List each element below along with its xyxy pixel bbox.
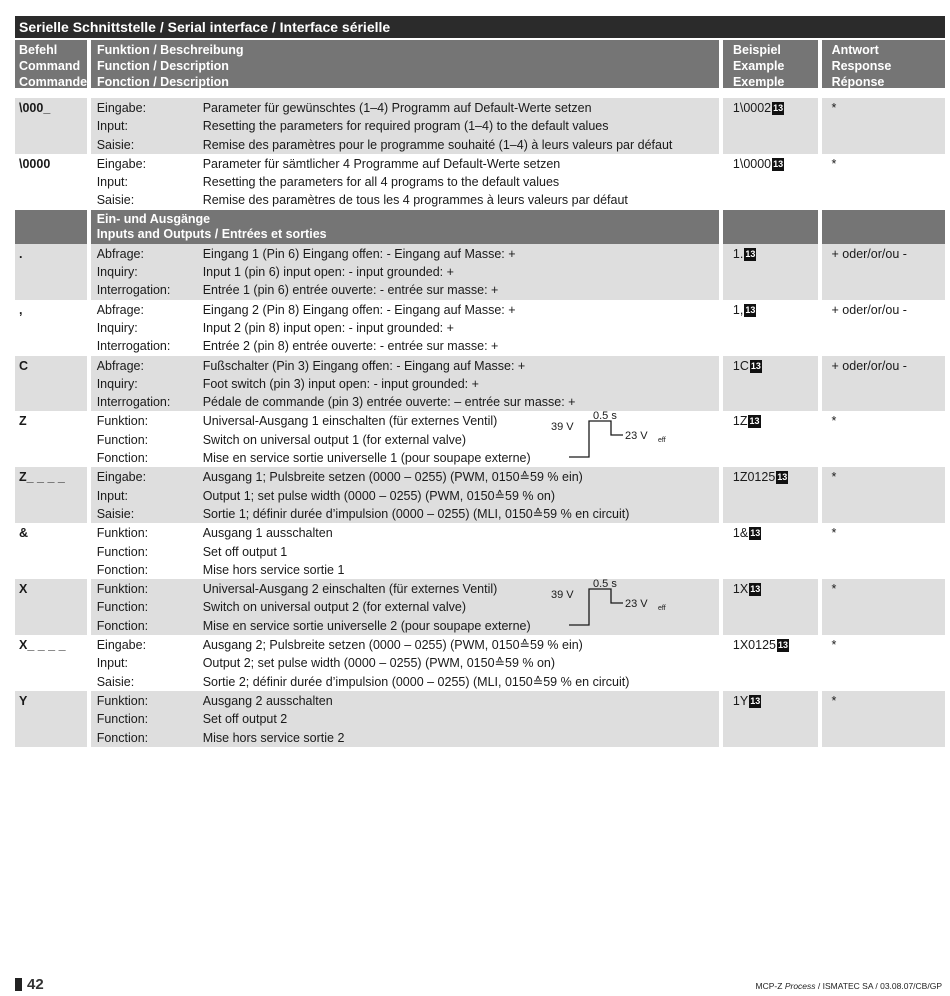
command-code: C bbox=[15, 356, 87, 412]
description-text: Mise en service sortie universelle 2 (pour soupape externe) bbox=[202, 618, 531, 633]
description-line bbox=[91, 561, 719, 579]
description-label: Fonction: bbox=[96, 451, 149, 466]
description-text: Ausgang 1 ausschalten bbox=[202, 526, 333, 541]
description-label: Inquiry: bbox=[96, 376, 138, 391]
description-text: Mise hors service sortie 2 bbox=[202, 730, 345, 745]
command-row bbox=[15, 154, 945, 210]
command-row bbox=[15, 411, 945, 467]
example-text: 1, bbox=[732, 302, 744, 317]
example-text: 1\0002 bbox=[732, 101, 772, 115]
description-label: Saisie: bbox=[96, 506, 135, 521]
description-text: Remise des paramètres de tous les 4 programmes à leurs valeurs par défaut bbox=[202, 193, 628, 208]
carriage-return-symbol: 13 bbox=[750, 528, 761, 539]
command-description bbox=[91, 635, 719, 691]
section-io-title-en-fr: Inputs and Outputs / Entrées et sorties bbox=[96, 226, 327, 241]
command-description bbox=[91, 411, 719, 467]
pulse-diagram bbox=[551, 579, 691, 635]
example-text: 1. bbox=[732, 246, 744, 261]
command-row bbox=[15, 635, 945, 691]
description-label: Saisie: bbox=[96, 137, 135, 152]
description-line bbox=[91, 673, 719, 691]
description-text: Eingang 1 (Pin 6) Eingang offen: - Eingang auf Masse: + bbox=[202, 246, 516, 261]
description-label: Input: bbox=[96, 119, 128, 134]
command-description bbox=[91, 467, 719, 523]
description-line bbox=[91, 191, 719, 209]
description-label: Abfrage: bbox=[96, 358, 144, 373]
description-line bbox=[91, 487, 719, 505]
description-line bbox=[91, 319, 719, 337]
carriage-return-symbol: 13 bbox=[773, 103, 784, 113]
description-text: Parameter für sämtlicher 4 Programme auf Default-Werte setzen bbox=[202, 156, 561, 171]
header-response-de: Antwort bbox=[831, 43, 879, 57]
description-label: Interrogation: bbox=[96, 395, 171, 410]
description-text: Input 2 (pin 8) input open: - input grounded: + bbox=[202, 320, 454, 335]
carriage-return-symbol: 13 bbox=[745, 304, 756, 315]
description-text: Sortie 1; définir durée d’impulsion (0000 – 0255) (MLI, 0150≙59 % en circuit) bbox=[202, 506, 630, 521]
section-io-commands bbox=[15, 244, 945, 747]
description-line bbox=[91, 524, 719, 542]
description-text: Parameter für gewünschtes (1–4) Programm auf Default-Werte setzen bbox=[202, 101, 592, 115]
example-text: 1& bbox=[732, 526, 749, 541]
command-description bbox=[91, 523, 719, 579]
command-example bbox=[723, 579, 818, 635]
description-line bbox=[91, 337, 719, 355]
description-line bbox=[91, 136, 719, 154]
description-text: Mise en service sortie universelle 1 (pour soupape externe) bbox=[202, 451, 531, 466]
header-example-de: Beispiel bbox=[732, 43, 781, 57]
pulse-diagram bbox=[551, 411, 691, 467]
pulse-voltage-label: 39 V bbox=[550, 421, 574, 434]
command-code: Z bbox=[19, 414, 27, 429]
example-text: 1Z bbox=[732, 414, 748, 429]
command-example bbox=[723, 691, 818, 747]
description-text: Ausgang 2 ausschalten bbox=[202, 693, 333, 708]
description-line bbox=[91, 468, 719, 486]
command-description bbox=[91, 579, 719, 635]
description-line bbox=[91, 245, 719, 263]
description-text: Input 1 (pin 6) input open: - input grounded: + bbox=[202, 265, 454, 280]
description-line bbox=[91, 692, 719, 710]
carriage-return-symbol: 13 bbox=[745, 248, 756, 259]
description-text: Pédale de commande (pin 3) entrée ouverte: – entrée sur masse: + bbox=[202, 395, 576, 410]
description-line bbox=[91, 505, 719, 523]
description-line bbox=[91, 263, 719, 281]
example-text: 1C bbox=[732, 358, 749, 373]
command-description bbox=[91, 691, 719, 747]
page-number-text: 42 bbox=[27, 976, 44, 993]
pulse-waveform bbox=[569, 421, 623, 457]
description-line bbox=[91, 301, 719, 319]
example-text: 1Z0125 bbox=[732, 470, 776, 485]
description-line bbox=[91, 99, 719, 117]
carriage-return-symbol: 13 bbox=[750, 584, 761, 595]
command-response: * bbox=[822, 691, 946, 747]
pulse-waveform bbox=[569, 589, 623, 625]
description-label: Fonction: bbox=[96, 618, 149, 633]
description-line bbox=[91, 357, 719, 375]
description-text: Sortie 2; définir durée d’impulsion (0000 – 0255) (MLI, 0150≙59 % en circuit) bbox=[202, 674, 630, 689]
description-label: Funktion: bbox=[96, 693, 149, 708]
description-label: Eingabe: bbox=[96, 101, 147, 115]
section-io-title bbox=[91, 210, 719, 244]
description-text: Switch on universal output 1 (for external valve) bbox=[202, 432, 467, 447]
command-row bbox=[15, 579, 945, 635]
description-text: Universal-Ausgang 2 einschalten (für externes Ventil) bbox=[202, 582, 498, 597]
description-text: Set off output 2 bbox=[202, 712, 288, 727]
header-command-de: Befehl bbox=[19, 43, 58, 57]
description-text: Universal-Ausgang 1 einschalten (für externes Ventil) bbox=[202, 414, 498, 429]
command-example bbox=[723, 300, 818, 356]
header-command bbox=[15, 40, 87, 88]
carriage-return-symbol: 13 bbox=[773, 158, 784, 169]
command-row bbox=[15, 523, 945, 579]
description-line bbox=[91, 173, 719, 191]
description-label: Input: bbox=[96, 488, 128, 503]
header-response-fr: Réponse bbox=[831, 75, 885, 89]
example-text: 1Y bbox=[732, 693, 749, 708]
header-function-en: Function / Description bbox=[97, 59, 229, 73]
description-text: Remise des paramètres pour le programme souhaité (1–4) à leurs valeurs par défaut bbox=[202, 137, 673, 152]
carriage-return-symbol: 13 bbox=[750, 695, 761, 706]
command-response: * bbox=[831, 156, 837, 171]
description-label: Inquiry: bbox=[96, 265, 138, 280]
header-command-en: Command bbox=[19, 59, 81, 73]
description-text: Mise hors service sortie 1 bbox=[202, 562, 345, 577]
section-reset-commands bbox=[15, 98, 945, 210]
pulse-veff-label: 23 V bbox=[624, 430, 648, 443]
table-title: Serielle Schnittstelle / Serial interface / Interface sérielle bbox=[15, 16, 945, 38]
page-marker-square bbox=[15, 978, 22, 991]
description-label: Abfrage: bbox=[96, 302, 144, 317]
description-text: Ausgang 1; Pulsbreite setzen (0000 – 0255) (PWM, 0150≙59 % ein) bbox=[202, 470, 583, 485]
command-code: \0000 bbox=[19, 156, 51, 171]
description-text: Entrée 1 (pin 6) entrée ouverte: - entrée sur masse: + bbox=[202, 283, 499, 298]
command-example bbox=[723, 356, 818, 412]
description-label: Fonction: bbox=[96, 562, 149, 577]
description-line bbox=[91, 393, 719, 411]
example-text: 1X0125 bbox=[732, 638, 776, 653]
header-function bbox=[91, 40, 719, 88]
command-response: * bbox=[822, 467, 946, 523]
pulse-veff-label: 23 V bbox=[624, 598, 648, 611]
header-example bbox=[723, 40, 818, 88]
description-label: Input: bbox=[96, 175, 128, 190]
command-response: * bbox=[831, 638, 837, 653]
command-response: * bbox=[831, 414, 837, 429]
command-code: Z_ _ _ _ bbox=[15, 467, 87, 523]
pulse-time-label: 0.5 s bbox=[592, 579, 617, 591]
description-label: Function: bbox=[96, 544, 149, 559]
carriage-return-symbol: 13 bbox=[777, 472, 788, 483]
command-row bbox=[15, 300, 945, 356]
description-label: Interrogation: bbox=[96, 283, 171, 298]
description-label: Funktion: bbox=[96, 526, 149, 541]
command-example bbox=[723, 635, 818, 691]
header-function-fr: Fonction / Description bbox=[97, 75, 229, 89]
carriage-return-symbol: 13 bbox=[749, 416, 760, 427]
description-text: Set off output 1 bbox=[202, 544, 288, 559]
description-line bbox=[91, 117, 719, 135]
description-line bbox=[91, 155, 719, 173]
command-description bbox=[91, 154, 719, 210]
description-line bbox=[91, 654, 719, 672]
description-text: Fußschalter (Pin 3) Eingang offen: - Eingang auf Masse: + bbox=[202, 358, 526, 373]
command-response: + oder/or/ou - bbox=[822, 356, 946, 412]
example-text: 1\0000 bbox=[732, 156, 772, 171]
command-example bbox=[723, 154, 818, 210]
command-example bbox=[723, 411, 818, 467]
description-label: Saisie: bbox=[96, 193, 135, 208]
command-table-page bbox=[15, 16, 945, 747]
description-line bbox=[91, 729, 719, 747]
description-label: Abfrage: bbox=[96, 246, 144, 261]
command-row bbox=[15, 244, 945, 300]
command-response: + oder/or/ou - bbox=[831, 302, 907, 317]
command-row bbox=[15, 98, 945, 154]
pulse-time-label: 0.5 s bbox=[592, 411, 617, 423]
header-example-en: Example bbox=[732, 59, 785, 73]
header-row bbox=[15, 40, 945, 88]
command-row bbox=[15, 356, 945, 412]
carriage-return-symbol: 13 bbox=[778, 640, 789, 651]
description-label: Saisie: bbox=[96, 674, 135, 689]
command-code: . bbox=[15, 244, 87, 300]
header-function-de: Funktion / Beschreibung bbox=[97, 43, 244, 57]
description-line bbox=[91, 543, 719, 561]
command-code: X_ _ _ _ bbox=[19, 638, 66, 653]
command-code: & bbox=[19, 526, 29, 541]
command-response: * bbox=[822, 579, 946, 635]
description-label: Eingabe: bbox=[96, 156, 147, 171]
command-code: Y bbox=[15, 691, 87, 747]
command-row bbox=[15, 467, 945, 523]
section-io-title-de: Ein- und Ausgänge bbox=[96, 211, 211, 226]
description-label: Eingabe: bbox=[96, 638, 147, 653]
command-response: + oder/or/ou - bbox=[822, 244, 946, 300]
description-label: Function: bbox=[96, 600, 149, 615]
description-line bbox=[91, 710, 719, 728]
description-line bbox=[91, 281, 719, 299]
description-text: Output 1; set pulse width (0000 – 0255) (PWM, 0150≙59 % on) bbox=[202, 488, 556, 503]
description-text: Output 2; set pulse width (0000 – 0255) (PWM, 0150≙59 % on) bbox=[202, 656, 556, 671]
command-example bbox=[723, 523, 818, 579]
description-label: Eingabe: bbox=[96, 470, 147, 485]
description-label: Funktion: bbox=[96, 414, 149, 429]
command-code: X bbox=[15, 579, 87, 635]
description-text: Ausgang 2; Pulsbreite setzen (0000 – 0255) (PWM, 0150≙59 % ein) bbox=[202, 638, 583, 653]
command-code: \000_ bbox=[15, 98, 87, 154]
description-label: Interrogation: bbox=[96, 339, 171, 354]
section-io-header bbox=[15, 210, 945, 244]
description-text: Foot switch (pin 3) input open: - input grounded: + bbox=[202, 376, 479, 391]
command-description bbox=[91, 300, 719, 356]
description-text: Eingang 2 (Pin 8) Eingang offen: - Eingang auf Masse: + bbox=[202, 302, 516, 317]
description-label: Function: bbox=[96, 432, 149, 447]
header-command-fr: Commande bbox=[19, 75, 88, 89]
description-label: Funktion: bbox=[96, 582, 149, 597]
description-text: Entrée 2 (pin 8) entrée ouverte: - entrée sur masse: + bbox=[202, 339, 499, 354]
command-description bbox=[91, 356, 719, 412]
description-label: Function: bbox=[96, 712, 149, 727]
pulse-veff-subscript: eff bbox=[657, 605, 666, 613]
header-response-en: Response bbox=[831, 59, 892, 73]
header-example-fr: Exemple bbox=[732, 75, 785, 89]
footer-doc-info: MCP-Z Process / ISMATEC SA / 03.08.07/CB/GP bbox=[755, 981, 942, 991]
command-response: * bbox=[831, 526, 837, 541]
description-line bbox=[91, 636, 719, 654]
description-label: Fonction: bbox=[96, 730, 149, 745]
description-label: Inquiry: bbox=[96, 320, 138, 335]
command-description bbox=[91, 98, 719, 154]
example-text: 1X bbox=[732, 582, 749, 597]
description-label: Input: bbox=[96, 656, 128, 671]
command-description bbox=[91, 244, 719, 300]
command-example bbox=[723, 244, 818, 300]
description-line bbox=[91, 375, 719, 393]
command-example bbox=[723, 467, 818, 523]
header-response bbox=[822, 40, 945, 88]
command-example bbox=[723, 98, 818, 154]
description-text: Resetting the parameters for required program (1–4) to the default values bbox=[202, 119, 609, 134]
command-row bbox=[15, 691, 945, 747]
carriage-return-symbol: 13 bbox=[750, 360, 761, 371]
description-text: Switch on universal output 2 (for external valve) bbox=[202, 600, 467, 615]
page-number bbox=[15, 976, 44, 993]
pulse-veff-subscript: eff bbox=[657, 437, 666, 445]
command-code: , bbox=[19, 302, 23, 317]
pulse-voltage-label: 39 V bbox=[550, 589, 574, 602]
description-text: Resetting the parameters for all 4 programs to the default values bbox=[202, 175, 560, 190]
command-response: * bbox=[822, 98, 946, 154]
